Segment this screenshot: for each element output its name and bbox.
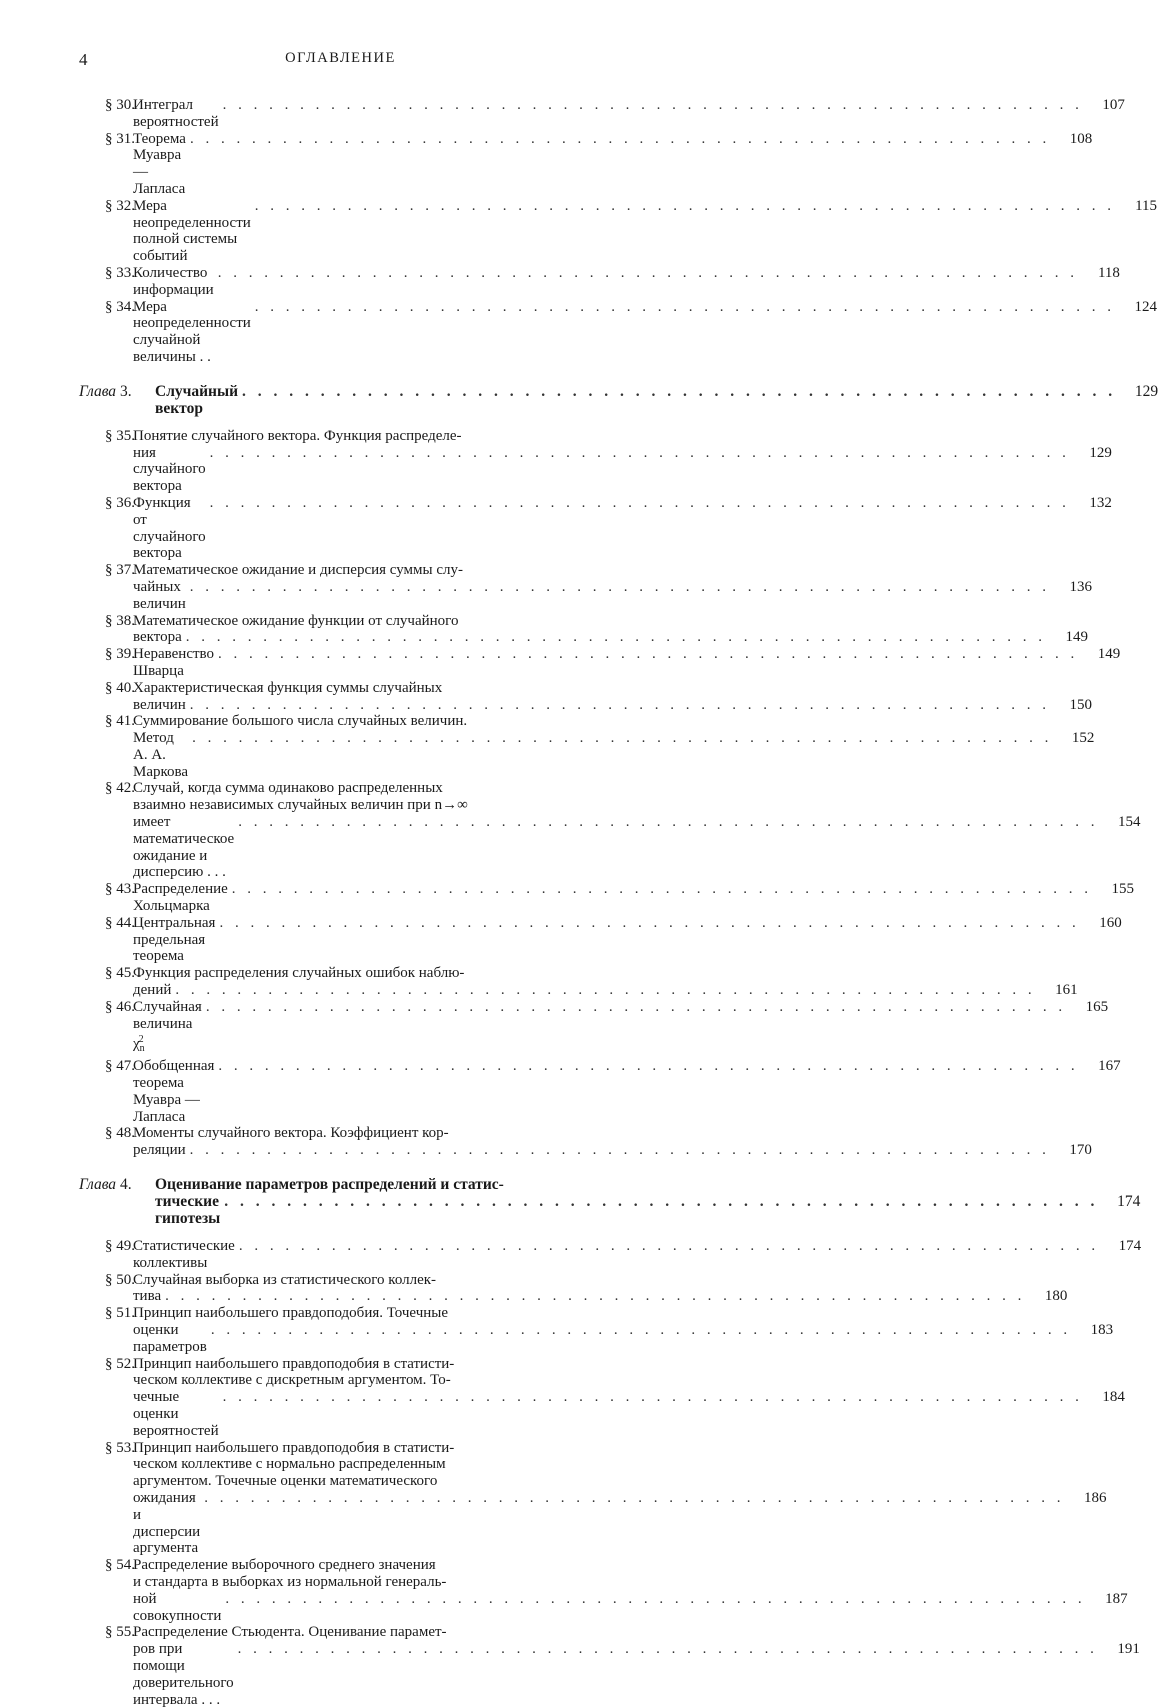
- section-page-number: 184: [1102, 1389, 1125, 1406]
- leader-dots: . . . . . . . . . . . . . . . . . . . . . . . . . . . . . . . . . . . . . . . . . . . . . . . . . . . . . . . .: [219, 914, 1080, 931]
- leader-dots: . . . . . . . . . . . . . . . . . . . . . . . . . . . . . . . . . . . . . . . . . . . . . . . . . . . . . . . .: [242, 382, 1117, 400]
- chapter-title: [155, 382, 1158, 417]
- section-page-number: 118: [1097, 264, 1120, 281]
- section-number: § 41.: [105, 713, 135, 730]
- toc-entry-row: [79, 679, 1093, 714]
- section-title-text: величин: [133, 696, 186, 713]
- section-page-number: 124: [1134, 298, 1158, 315]
- section-number: § 33.: [105, 264, 135, 281]
- leader-dots: . . . . . . . . . . . . . . . . . . . . . . . . . . . . . . . . . . . . . . . . . . . . . . . . . . . . . . . .: [185, 629, 1047, 646]
- section-title-text: чайных величин: [133, 578, 186, 612]
- section-page-number: 129: [1089, 444, 1112, 461]
- section-page-number: 149: [1065, 629, 1089, 646]
- chapter-title-line: [155, 382, 1158, 417]
- toc-entry: [79, 1355, 1125, 1440]
- section-title: [133, 998, 1109, 1058]
- section-page-number: 115: [1135, 197, 1158, 214]
- section-title: [133, 1624, 1140, 1708]
- section-title: [133, 197, 1158, 265]
- section-title-text: Неравенство Шварца: [133, 646, 215, 679]
- chapter-page-number: 129: [1134, 382, 1158, 400]
- toc-entry: [79, 1125, 1092, 1159]
- leader-dots: . . . . . . . . . . . . . . . . . . . . . . . . . . . . . . . . . . . . . . . . . . . . . . . . . . . . . . . .: [189, 578, 1051, 595]
- running-title: ОГЛАВЛЕНИЕ: [285, 50, 396, 66]
- toc-entry: [79, 494, 1112, 562]
- toc-entry: [79, 998, 1109, 1058]
- section-title-text: ров при помощи доверительного интервала . . .: [133, 1641, 234, 1708]
- section-number: § 48.: [105, 1125, 135, 1142]
- superscript: 2: [138, 1034, 144, 1046]
- leader-dots: . . . . . . . . . . . . . . . . . . . . . . . . . . . . . . . . . . . . . . . . . . . . . . . . . . . . . . . .: [222, 97, 1083, 113]
- toc-entry-row: [79, 1125, 1092, 1159]
- section-page-number: 152: [1071, 730, 1095, 747]
- section-title: [133, 562, 1093, 612]
- toc-entry: [79, 713, 1095, 780]
- section-title-text: Метод А. А. Маркова: [133, 730, 189, 780]
- section-title-line: [133, 1489, 1107, 1557]
- toc-entry: [79, 1238, 1142, 1272]
- section-title: [133, 965, 1078, 999]
- page-number: 4: [79, 50, 88, 69]
- toc-entry-row: [79, 427, 1112, 495]
- section-title-text: ния случайного вектора: [133, 444, 206, 495]
- section-number: § 39.: [105, 646, 135, 663]
- section-title-line: [133, 1590, 1128, 1625]
- leader-dots: . . . . . . . . . . . . . . . . . . . . . . . . . . . . . . . . . . . . . . . . . . . . . . . . . . . . . . . .: [222, 1389, 1083, 1406]
- toc-entry: [79, 780, 1141, 881]
- section-title-line: [133, 197, 1158, 265]
- section-title-text: реляции: [133, 1142, 186, 1159]
- leader-dots: . . . . . . . . . . . . . . . . . . . . . . . . . . . . . . . . . . . . . . . . . . . . . . . . . . . . . . . .: [209, 444, 1070, 461]
- chapter-label: [79, 1176, 155, 1227]
- section-title-line: [133, 982, 1078, 999]
- section-number: § 50.: [105, 1271, 135, 1288]
- section-title-line: взаимно независимых случайных величин при n→∞: [133, 797, 468, 814]
- section-title-line: [133, 1389, 1125, 1439]
- section-number: § 55.: [105, 1624, 135, 1641]
- section-number: § 54.: [105, 1557, 135, 1574]
- section-title: [133, 1271, 1068, 1306]
- toc-entry-row: [79, 298, 1158, 366]
- section-title-line: Суммирование большого числа случайных величин.: [133, 713, 468, 730]
- section-title: [133, 1557, 1128, 1624]
- section-title: [133, 130, 1093, 198]
- section-title-line: [133, 97, 1125, 131]
- section-title-text: тива: [133, 1288, 162, 1305]
- toc-entry: [79, 1439, 1107, 1558]
- section-title: [133, 713, 1095, 780]
- section-page-number: 165: [1085, 998, 1109, 1015]
- section-number: § 38.: [105, 612, 135, 629]
- leader-dots: . . . . . . . . . . . . . . . . . . . . . . . . . . . . . . . . . . . . . . . . . . . . . . . . . . . . . . . .: [217, 264, 1078, 281]
- section-title-line: [133, 814, 1141, 881]
- toc-entry-row: [79, 646, 1121, 680]
- section-title-line: [133, 1288, 1068, 1305]
- toc-entry-row: [79, 612, 1089, 647]
- section-title-line: Случайная выборка из статистического коллек-: [133, 1271, 437, 1288]
- section-title-line: [133, 578, 1093, 613]
- leader-dots: . . . . . . . . . . . . . . . . . . . . . . . . . . . . . . . . . . . . . . . . . . . . . . . . . . . . . . . .: [237, 1641, 1098, 1658]
- section-page-number: 154: [1117, 814, 1141, 831]
- section-title-text: Количество информации: [133, 264, 214, 298]
- section-number: § 45.: [105, 965, 135, 982]
- leader-dots: . . . . . . . . . . . . . . . . . . . . . . . . . . . . . . . . . . . . . . . . . . . . . . . . . . . . . . . .: [204, 1489, 1065, 1506]
- section-title-text: Обобщенная теорема Муавра — Лапласа: [133, 1058, 215, 1125]
- section-title-line: Принцип наибольшего правдоподобия в статисти-: [133, 1355, 455, 1372]
- leader-dots: . . . . . . . . . . . . . . . . . . . . . . . . . . . . . . . . . . . . . . . . . . . . . . . . . . . . . . . .: [209, 494, 1070, 511]
- section-title-text: Мера неопределенности полной системы событий: [133, 197, 251, 265]
- toc-entry-row: [79, 1271, 1068, 1306]
- section-title-text: Центральная предельная теорема: [133, 914, 216, 965]
- toc-entry: [79, 1305, 1114, 1355]
- section-title: [133, 1305, 1114, 1355]
- toc-entry: [79, 1557, 1128, 1624]
- toc-entry: [79, 679, 1093, 714]
- toc-entry: [79, 1624, 1140, 1708]
- chapter-word: Глава: [79, 1176, 117, 1194]
- chapter-number: 4.: [119, 1176, 132, 1194]
- section-title-line: [133, 494, 1112, 562]
- section-title: [133, 1238, 1142, 1272]
- toc-entry-row: [79, 1624, 1140, 1708]
- leader-dots: . . . . . . . . . . . . . . . . . . . . . . . . . . . . . . . . . . . . . . . . . . . . . . . . . . . . . . . .: [238, 814, 1099, 831]
- leader-dots: . . . . . . . . . . . . . . . . . . . . . . . . . . . . . . . . . . . . . . . . . . . . . . . . . . . . . . . .: [238, 1238, 1100, 1255]
- leader-dots: . . . . . . . . . . . . . . . . . . . . . . . . . . . . . . . . . . . . . . . . . . . . . . . . . . . . . . . .: [205, 998, 1067, 1015]
- section-page-number: 191: [1117, 1641, 1140, 1658]
- section-title: [133, 679, 1093, 714]
- section-title-line: Случай, когда сумма одинаково распределенных: [133, 780, 443, 797]
- chapter-title-text: тические гипотезы: [155, 1193, 221, 1228]
- leader-dots: . . . . . . . . . . . . . . . . . . . . . . . . . . . . . . . . . . . . . . . . . . . . . . . . . . . . . . . .: [189, 1142, 1050, 1159]
- leader-dots: . . . . . . . . . . . . . . . . . . . . . . . . . . . . . . . . . . . . . . . . . . . . . . . . . . . . . . . .: [254, 197, 1116, 214]
- section-number: § 40.: [105, 679, 135, 696]
- section-title: [133, 494, 1112, 562]
- section-title: [133, 298, 1158, 366]
- section-title-line: [133, 998, 1109, 1058]
- section-page-number: 160: [1099, 914, 1122, 931]
- toc-entry-row: [79, 1439, 1107, 1558]
- section-number: § 43.: [105, 881, 135, 898]
- toc-entry-row: [79, 998, 1109, 1058]
- section-title-line: аргументом. Точечные оценки математического: [133, 1473, 438, 1490]
- toc-entry-row: [79, 264, 1120, 299]
- section-title-text: ожидания и дисперсии аргумента: [133, 1489, 201, 1557]
- leader-dots: . . . . . . . . . . . . . . . . . . . . . . . . . . . . . . . . . . . . . . . . . . . . . . . . . . . . . . . .: [254, 298, 1116, 315]
- section-title: [133, 1439, 1107, 1558]
- section-page-number: 107: [1102, 97, 1125, 113]
- section-title: [133, 646, 1121, 680]
- section-number: § 47.: [105, 1058, 135, 1075]
- leader-dots: . . . . . . . . . . . . . . . . . . . . . . . . . . . . . . . . . . . . . . . . . . . . . . . . . . . . . . . .: [175, 982, 1036, 999]
- toc-entry: [79, 197, 1158, 265]
- section-title-line: [133, 1058, 1121, 1125]
- toc-entry: [79, 97, 1125, 131]
- chapter-title-line: [155, 1193, 1141, 1228]
- toc-entry-row: [79, 1355, 1125, 1440]
- section-page-number: 187: [1105, 1590, 1128, 1607]
- leader-dots: . . . . . . . . . . . . . . . . . . . . . . . . . . . . . . . . . . . . . . . . . . . . . . . . . . . . . . . .: [224, 1193, 1099, 1211]
- toc-entry-row: [79, 494, 1112, 562]
- toc-entry-row: [79, 1058, 1121, 1125]
- chapter-heading: [79, 382, 1158, 417]
- section-title: [133, 612, 1089, 647]
- section-title-line: [133, 730, 1095, 780]
- section-title-line: Принцип наибольшего правдоподобия. Точечные: [133, 1305, 449, 1322]
- section-title-text: оценки параметров: [133, 1322, 207, 1355]
- table-of-contents: [79, 97, 1158, 1708]
- toc-entry: [79, 646, 1121, 680]
- section-title-line: Математическое ожидание функции от случайного: [133, 612, 459, 629]
- section-title: [133, 264, 1120, 299]
- section-title-text: Статистические коллективы: [133, 1238, 235, 1271]
- toc-entry: [79, 1058, 1121, 1125]
- section-page-number: 186: [1083, 1489, 1107, 1506]
- section-title: [133, 1355, 1125, 1440]
- section-title-line: [133, 1142, 1092, 1159]
- section-title: [133, 914, 1122, 965]
- chapter-heading: [79, 1176, 1141, 1228]
- section-title-line: [133, 646, 1121, 680]
- chapter-title-line: Оценивание параметров распределений и статис-: [155, 1176, 504, 1194]
- section-number: § 37.: [105, 562, 135, 579]
- section-title-line: Функция распределения случайных ошибок наблю-: [133, 965, 465, 982]
- leader-dots: . . . . . . . . . . . . . . . . . . . . . . . . . . . . . . . . . . . . . . . . . . . . . . . . . . . . . . . .: [192, 730, 1053, 747]
- section-number: § 46.: [105, 998, 135, 1015]
- toc-entry-row: [79, 97, 1125, 131]
- toc-entry: [79, 881, 1135, 915]
- section-page-number: 180: [1044, 1288, 1068, 1305]
- section-title-line: ческом коллективе с нормально распределенным: [133, 1456, 446, 1473]
- section-title: [133, 1125, 1092, 1159]
- toc-entry-row: [79, 1557, 1128, 1624]
- toc-entry-row: [79, 130, 1093, 198]
- section-number: § 52.: [105, 1355, 135, 1372]
- toc-entry: [79, 427, 1112, 495]
- section-title-text: Интеграл вероятностей: [133, 97, 219, 130]
- section-number: § 44.: [105, 914, 135, 931]
- section-title-line: [133, 1322, 1114, 1356]
- chapter-label: [79, 383, 155, 417]
- section-title-text: Функция от случайного вектора: [133, 494, 206, 562]
- section-page-number: 150: [1069, 696, 1093, 713]
- toc-entry-row: [79, 713, 1095, 780]
- section-number: § 32.: [105, 197, 135, 214]
- chapter-number: 3.: [119, 382, 132, 400]
- toc-entry-row: [79, 562, 1093, 612]
- section-title: [133, 1058, 1121, 1125]
- chapter-title: [155, 1176, 1141, 1228]
- section-number: § 42.: [105, 780, 135, 797]
- section-title-line: и стандарта в выборках из нормальной генераль-: [133, 1573, 447, 1590]
- toc-entry: [79, 612, 1089, 647]
- section-page-number: 149: [1097, 646, 1121, 663]
- toc-entry-row: [79, 780, 1141, 881]
- section-title-line: [133, 881, 1135, 915]
- section-number: § 49.: [105, 1238, 135, 1255]
- section-title-line: Понятие случайного вектора. Функция распределе-: [133, 427, 462, 444]
- section-title-text: чечные оценки вероятностей: [133, 1389, 219, 1439]
- section-title-text: Мера неопределенности случайной величины . .: [133, 298, 251, 365]
- section-page-number: 161: [1055, 982, 1078, 999]
- subscript: n: [139, 1043, 145, 1055]
- section-title-line: Моменты случайного вектора. Коэффициент кор-: [133, 1125, 449, 1142]
- toc-entry-row: [79, 1305, 1114, 1355]
- section-number: § 34.: [105, 298, 135, 315]
- leader-dots: . . . . . . . . . . . . . . . . . . . . . . . . . . . . . . . . . . . . . . . . . . . . . . . . . . . . . . . .: [189, 696, 1051, 713]
- section-number: § 30.: [105, 97, 135, 113]
- section-page-number: 136: [1069, 578, 1093, 595]
- section-page-number: 167: [1098, 1058, 1121, 1075]
- section-title: [133, 427, 1112, 495]
- leader-dots: . . . . . . . . . . . . . . . . . . . . . . . . . . . . . . . . . . . . . . . . . . . . . . . . . . . . . . . .: [218, 646, 1079, 663]
- section-number: § 36.: [105, 494, 135, 511]
- section-number: § 31.: [105, 130, 135, 147]
- toc-entry-row: [79, 1238, 1142, 1272]
- toc-entry-row: [79, 965, 1078, 999]
- toc-entry: [79, 965, 1078, 999]
- section-page-number: 170: [1069, 1142, 1092, 1159]
- leader-dots: . . . . . . . . . . . . . . . . . . . . . . . . . . . . . . . . . . . . . . . . . . . . . . . . . . . . . . . .: [189, 130, 1051, 147]
- section-number: § 51.: [105, 1305, 135, 1322]
- section-title-line: [133, 696, 1093, 714]
- leader-dots: . . . . . . . . . . . . . . . . . . . . . . . . . . . . . . . . . . . . . . . . . . . . . . . . . . . . . . . .: [165, 1288, 1026, 1305]
- section-title-line: [133, 629, 1089, 646]
- section-title-text: Теорема Муавра — Лапласа: [133, 130, 186, 197]
- section-title-text: Распределение Хольцмарка: [133, 881, 228, 915]
- section-title-line: [133, 130, 1093, 198]
- section-page-number: 183: [1090, 1322, 1114, 1338]
- section-title-line: Принцип наибольшего правдоподобия в статисти-: [133, 1439, 455, 1456]
- section-title-line: Распределение выборочного среднего значения: [133, 1557, 436, 1574]
- section-title-line: ческом коллективе с дискретным аргументом. То-: [133, 1372, 451, 1389]
- section-number: § 35.: [105, 427, 135, 444]
- section-title-line: [133, 914, 1122, 965]
- section-title-text: имеет математическое ожидание и дисперсию . . .: [133, 814, 235, 881]
- section-page-number: 155: [1111, 881, 1135, 898]
- toc-entry-row: [79, 197, 1158, 265]
- section-title-line: [133, 298, 1158, 366]
- section-number: § 53.: [105, 1439, 135, 1456]
- leader-dots: . . . . . . . . . . . . . . . . . . . . . . . . . . . . . . . . . . . . . . . . . . . . . . . . . . . . . . . .: [231, 881, 1093, 898]
- section-title-line: [133, 444, 1112, 495]
- section-title: [133, 780, 1141, 881]
- section-title-line: [133, 264, 1120, 299]
- chapter-page-number: 174: [1117, 1193, 1141, 1211]
- section-title-text: Случайная величина $\chi_n^2$: [133, 998, 202, 1055]
- leader-dots: . . . . . . . . . . . . . . . . . . . . . . . . . . . . . . . . . . . . . . . . . . . . . . . . . . . . . . . .: [225, 1590, 1086, 1607]
- toc-entry: [79, 298, 1158, 366]
- section-title-line: Характеристическая функция суммы случайных: [133, 679, 443, 696]
- section-title-line: [133, 1641, 1140, 1708]
- toc-entry: [79, 914, 1122, 965]
- toc-entry-row: [79, 881, 1135, 915]
- section-title-line: Математическое ожидание и дисперсия суммы слу-: [133, 562, 464, 579]
- toc-entry: [79, 562, 1093, 612]
- section-title-text: ной совокупности: [133, 1590, 222, 1624]
- toc-entry: [79, 264, 1120, 299]
- section-page-number: 108: [1069, 130, 1093, 147]
- section-title: [133, 97, 1125, 131]
- toc-entry-row: [79, 914, 1122, 965]
- section-title-line: [133, 1238, 1142, 1272]
- section-title-text: вектора: [133, 629, 182, 646]
- toc-entry: [79, 1271, 1068, 1306]
- section-title-text: дений: [133, 982, 172, 999]
- section-title: [133, 881, 1135, 915]
- section-page-number: 174: [1118, 1238, 1142, 1255]
- section-page-number: 132: [1089, 494, 1112, 511]
- chapter-title-text: Случайный вектор: [155, 382, 239, 417]
- section-title-line: Распределение Стьюдента. Оценивание парамет-: [133, 1624, 447, 1641]
- leader-dots: . . . . . . . . . . . . . . . . . . . . . . . . . . . . . . . . . . . . . . . . . . . . . . . . . . . . . . . .: [210, 1322, 1072, 1338]
- chapter-word: Глава: [79, 382, 117, 400]
- leader-dots: . . . . . . . . . . . . . . . . . . . . . . . . . . . . . . . . . . . . . . . . . . . . . . . . . . . . . . . .: [218, 1058, 1079, 1075]
- toc-entry: [79, 130, 1093, 198]
